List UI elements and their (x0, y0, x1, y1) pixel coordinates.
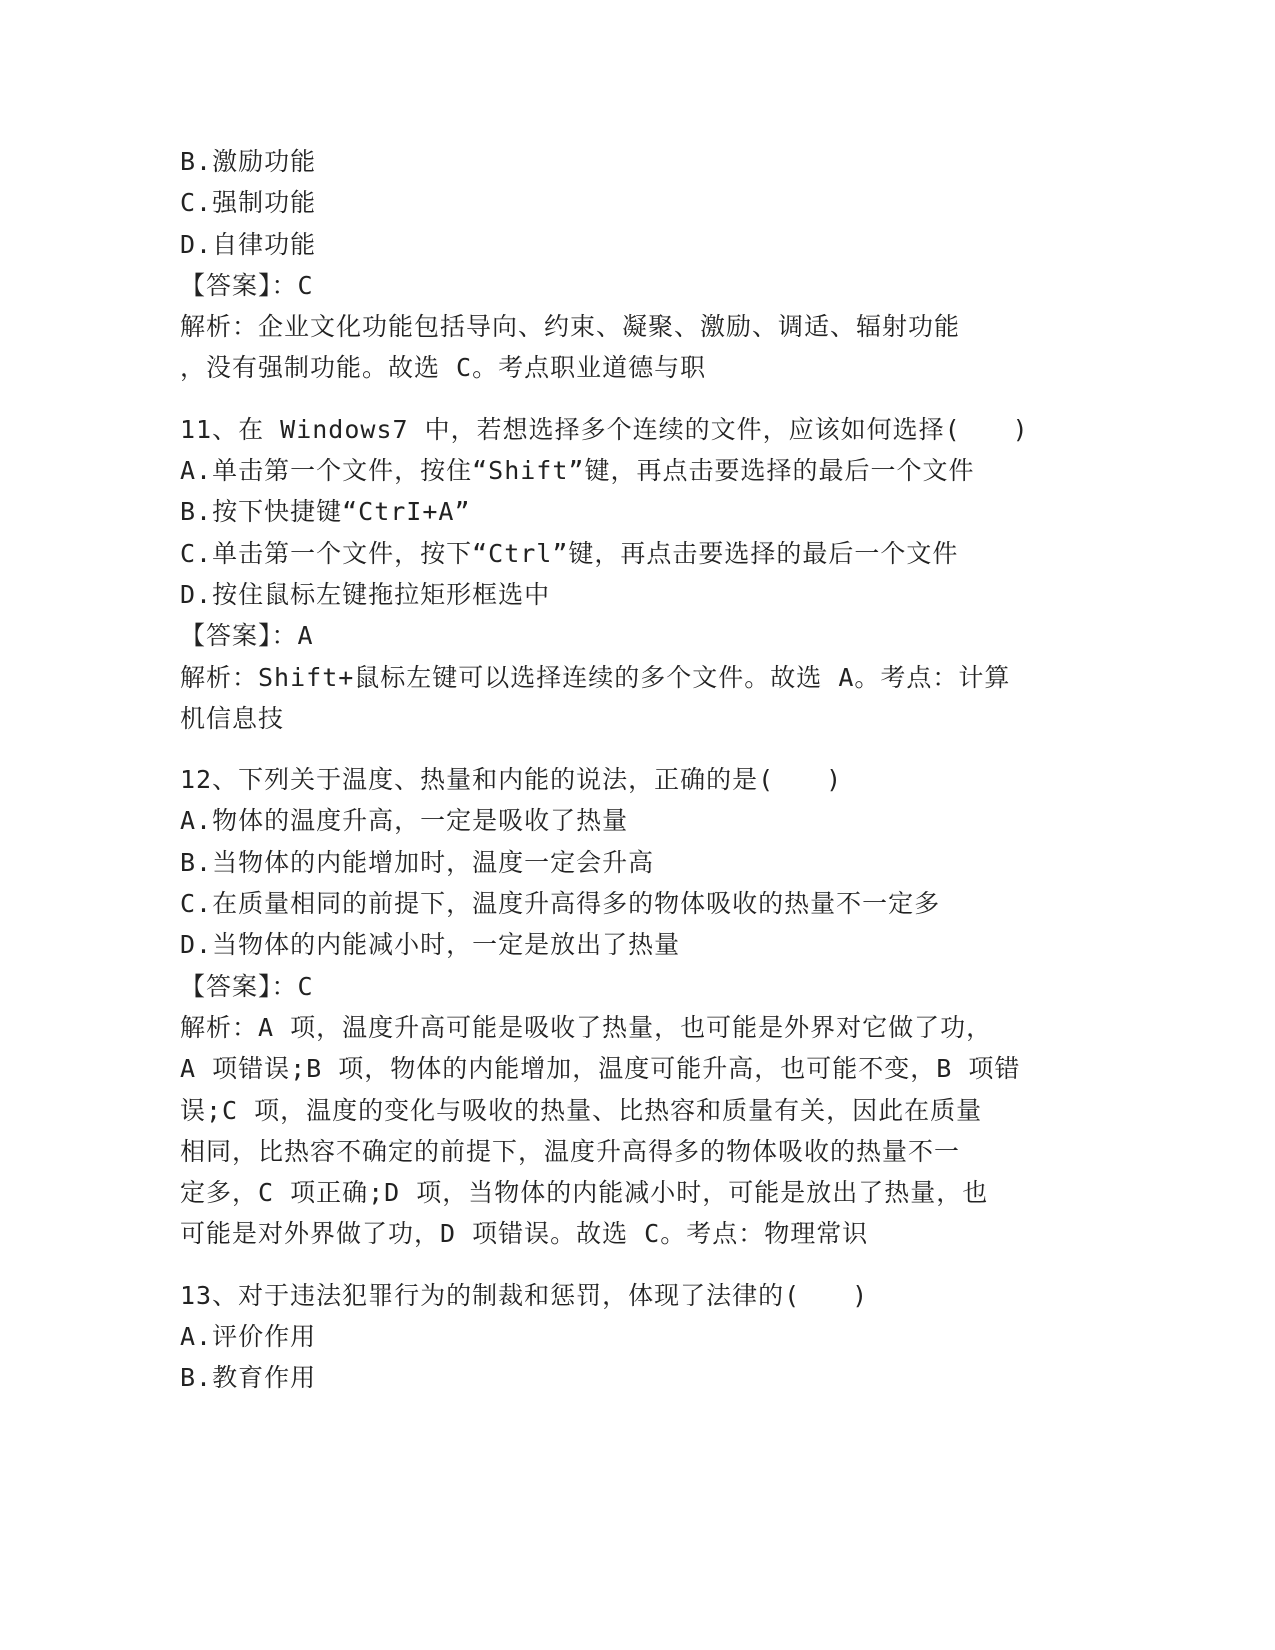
option-b: B.按下快捷键“CtrI+A” (180, 497, 471, 527)
option-d: D.自律功能 (180, 229, 317, 259)
analysis-line: A 项错误;B 项，物体的内能增加，温度可能升高，也可能不变，B 项错 (180, 1054, 1021, 1084)
option-c: C.强制功能 (180, 188, 317, 218)
analysis-line: 解析：A 项，温度升高可能是吸收了热量，也可能是外界对它做了功， (180, 1012, 993, 1042)
prev-question-block (180, 141, 1080, 389)
answer: 【答案】：C (180, 270, 314, 300)
analysis-line: ，没有强制功能。故选 C。考点职业道德与职 (180, 353, 707, 383)
option-b: B.激励功能 (180, 147, 317, 176)
analysis-line: 机信息技 (180, 703, 285, 733)
question-stem: 11、在 Windows7 中，若想选择多个连续的文件，应该如何选择( ) (180, 414, 1029, 444)
option-a: A.单击第一个文件，按住“Shift”键，再点击要选择的最后一个文件 (180, 456, 975, 486)
question-stem: 12、下列关于温度、热量和内能的说法，正确的是( ) (180, 765, 843, 795)
option-d: D.按住鼠标左键拖拉矩形框选中 (180, 579, 551, 609)
option-a: A.物体的温度升高，一定是吸收了热量 (180, 806, 629, 836)
question-12-block (180, 759, 1080, 1255)
option-b: B.当物体的内能增加时，温度一定会升高 (180, 847, 655, 877)
option-b: B.教育作用 (180, 1363, 317, 1393)
analysis-line: 相同，比热容不确定的前提下，温度升高得多的物体吸收的热量不一 (180, 1136, 961, 1166)
question-stem: 13、对于违法犯罪行为的制裁和惩罚，体现了法律的( ) (180, 1280, 869, 1310)
document-page (180, 141, 1080, 1399)
analysis-line: 定多，C 项正确;D 项，当物体的内能减小时，可能是放出了热量，也 (180, 1178, 989, 1208)
option-d: D.当物体的内能减小时，一定是放出了热量 (180, 930, 681, 960)
answer: 【答案】：A (180, 621, 314, 651)
answer: 【答案】：C (180, 971, 314, 1001)
question-11-block (180, 409, 1080, 739)
option-c: C.单击第一个文件，按下“Ctrl”键，再点击要选择的最后一个文件 (180, 538, 959, 568)
analysis-line: 解析：Shift+鼠标左键可以选择连续的多个文件。故选 A。考点：计算 (180, 662, 1011, 692)
question-13-block (180, 1275, 1080, 1399)
option-c: C.在质量相同的前提下，温度升高得多的物体吸收的热量不一定多 (180, 889, 941, 919)
analysis-line: 解析：企业文化功能包括导向、约束、凝聚、激励、调适、辐射功能 (180, 312, 961, 342)
analysis-line: 可能是对外界做了功，D 项错误。故选 C。考点：物理常识 (180, 1219, 869, 1249)
analysis-line: 误;C 项，温度的变化与吸收的热量、比热容和质量有关，因此在质量 (180, 1095, 983, 1125)
option-a: A.评价作用 (180, 1322, 317, 1352)
